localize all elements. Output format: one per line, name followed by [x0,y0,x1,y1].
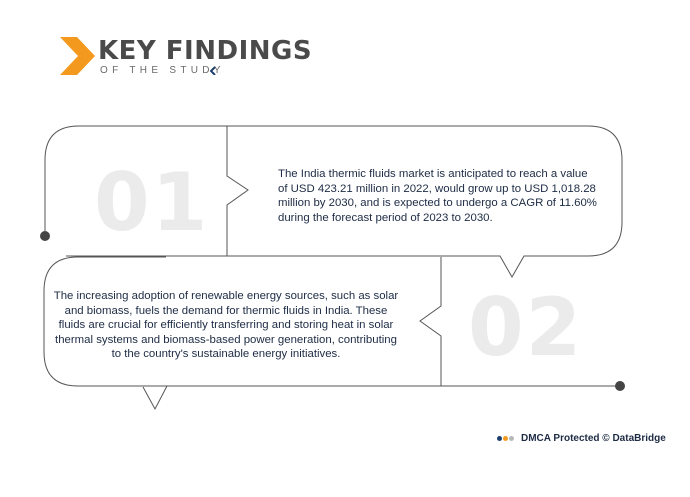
finding-02-text: The increasing adoption of renewable energy sources, such as solar and biomass, fuels the demand for thermic fluids in India. These fluids are crucial for efficiently transferring and storing heat in solar thermal systems and biomass-based power generation, contributing to the country's sustainable energy initiatives. [53,290,399,361]
page-subtitle: OF THE STUDY [100,65,225,76]
footer [497,433,666,444]
bubble-02-divider [420,257,441,386]
bubble-01-divider [227,126,248,256]
page-title: KEY FINDINGS [98,36,313,66]
finding-01-number: 01 [94,156,210,249]
bubble-02-dot [615,381,625,391]
bubble-01-dot [40,231,50,241]
finding-01-text: The India thermic fluids market is anticipated to reach a value of USD 423.21 million in 2022, would grow up to USD 1,018.28 million by 2030, and is expected to undergo a CAGR of 11.60% during the forecast period of 2023 to 2030. [278,168,597,224]
finding-02-number: 02 [468,281,584,374]
footer-dots-icon [497,436,515,441]
dmca-notice[interactable]: DMCA Protected © DataBridge [521,433,666,444]
